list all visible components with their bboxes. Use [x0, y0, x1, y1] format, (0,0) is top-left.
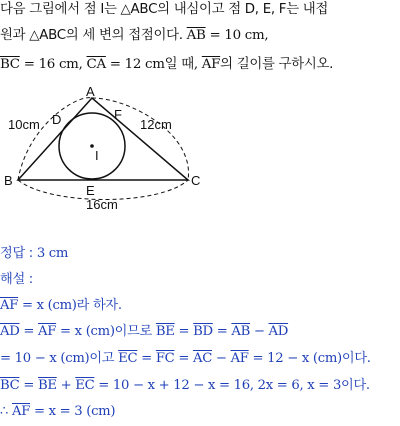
solution-text: =: [19, 324, 39, 339]
solution-text: −: [212, 351, 231, 366]
solution-text: +: [56, 378, 76, 393]
segment-af: $\overline{AF}$: [11, 404, 31, 419]
label-a: A: [86, 84, 95, 99]
segment-ab: $\overline{AB}$: [186, 28, 206, 43]
problem-text: 의 길이를 구하시오.: [220, 57, 334, 72]
solution-text: =: [174, 324, 194, 339]
problem-text: 다음 그림에서 점 I는 △ABC의 내심이고 점 D, E, F는 내접: [0, 2, 329, 17]
segment-ec: $\overline{EC}$: [75, 378, 95, 393]
problem-text: = 16 cm,: [19, 57, 87, 72]
length-ab: 10cm: [8, 117, 40, 132]
solution-text: =: [19, 378, 38, 393]
segment-bc: $\overline{BC}$: [0, 57, 20, 72]
label-d: D: [52, 112, 62, 127]
segment-ec: $\overline{EC}$: [118, 351, 138, 366]
solution-text: −: [250, 324, 269, 339]
length-ac: 12cm: [140, 117, 172, 132]
segment-be: $\overline{BE}$: [37, 378, 57, 393]
length-bc: 16cm: [86, 197, 118, 212]
label-i: I: [95, 148, 99, 163]
segment-af: $\overline{AF}$: [38, 324, 57, 339]
label-c: C: [191, 173, 201, 188]
label-f: F: [114, 107, 122, 122]
segment-af: $\overline{AF}$: [201, 57, 221, 72]
solution-text: =: [137, 351, 156, 366]
segment-ad: $\overline{AD}$: [268, 324, 289, 339]
segment-af: $\overline{AF}$: [0, 298, 19, 313]
problem-text: = 12 cm일 때,: [105, 57, 202, 72]
solution-text: = 12 − x (cm)이다.: [248, 351, 371, 366]
segment-ab: $\overline{AB}$: [231, 324, 250, 339]
solution-text: =: [174, 351, 193, 366]
solution-line-2: [0, 324, 288, 340]
label-b: B: [4, 173, 13, 188]
segment-fc: $\overline{FC}$: [155, 351, 175, 366]
solution-label: 해설 :: [0, 272, 33, 287]
solution-text: =: [212, 324, 232, 339]
segment-ca: $\overline{CA}$: [86, 57, 106, 72]
answer-line: [0, 246, 68, 262]
solution-text: = x (cm)라 하자.: [18, 298, 122, 313]
solution-line-5: [0, 404, 115, 420]
triangle-abc: [18, 98, 188, 180]
problem-line-3: [0, 57, 333, 73]
segment-ac: $\overline{AC}$: [193, 351, 213, 366]
segment-af: $\overline{AF}$: [230, 351, 249, 366]
label-e: E: [86, 183, 95, 198]
geometry-figure: [0, 84, 230, 214]
incenter-point: [90, 144, 94, 148]
solution-line-3: [0, 351, 371, 367]
problem-line-1: [0, 2, 328, 18]
segment-ad: $\overline{AD}$: [0, 324, 20, 339]
solution-text: = x (cm)이므로: [56, 324, 156, 339]
segment-bd: $\overline{BD}$: [193, 324, 213, 339]
solution-line-4: [0, 378, 370, 394]
solution-text: = 10 − x + 12 − x = 16, 2x = 6, x = 3이다.: [94, 378, 370, 393]
problem-text: 원과 △ABC의 세 변의 접점이다.: [0, 28, 187, 43]
problem-line-2: [0, 28, 268, 44]
segment-bc: $\overline{BC}$: [0, 378, 20, 393]
problem-text: = 10 cm,: [205, 28, 269, 43]
solution-text: = 10 − x (cm)이고: [0, 351, 119, 366]
answer-value: 3 cm: [36, 246, 69, 261]
solution-line-1: [0, 298, 122, 314]
therefore-symbol: ∴: [0, 404, 12, 419]
answer-label: 정답 :: [0, 246, 37, 261]
segment-be: $\overline{BE}$: [155, 324, 175, 339]
solution-text: = x = 3 (cm): [30, 404, 116, 419]
